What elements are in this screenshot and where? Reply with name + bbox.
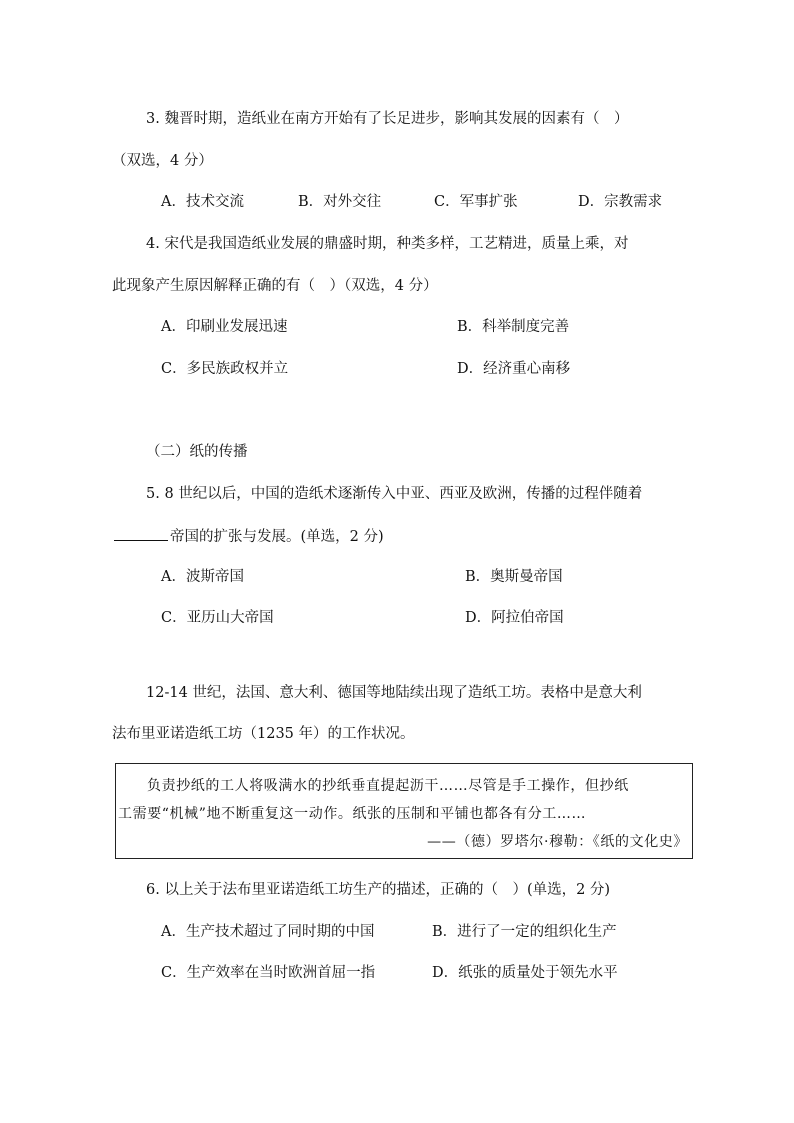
q6-option-c: C．生产效率在当时欧洲首屈一指 (161, 965, 376, 981)
quote-line1: 负责抄纸的工人将吸满水的抄纸垂直提起沥干……尽管是手工操作，但抄纸 (147, 778, 629, 794)
q6-option-a: A．生产技术超过了同时期的中国 (161, 924, 375, 940)
q3-option-d: D．宗教需求 (578, 194, 663, 210)
q3-stem: 3. 魏晋时期，造纸业在南方开始有了长足进步，影响其发展的因素有（ ） (146, 111, 629, 127)
q4-option-a: A．印刷业发展迅速 (161, 319, 288, 335)
q3-option-c: C．军事扩张 (434, 194, 518, 210)
q5-stem-line2-row (114, 526, 384, 547)
q6-stem: 6. 以上关于法布里亚诺造纸工坊生产的描述，正确的（ ）(单选，2 分) (146, 882, 611, 898)
fill-in-blank (114, 526, 168, 541)
q4-stem-line1: 4. 宋代是我国造纸业发展的鼎盛时期，种类多样，工艺精进，质量上乘，对 (146, 236, 629, 252)
quote-box (115, 763, 693, 859)
material-line2: 法布里亚诺造纸工坊（1235 年）的工作状况。 (112, 726, 415, 742)
q5-option-a: A．波斯帝国 (161, 569, 244, 585)
q3-note: （双选，4 分） (112, 153, 213, 169)
q4-option-b: B．科举制度完善 (457, 319, 570, 335)
q5-option-b: B．奥斯曼帝国 (465, 569, 563, 585)
quote-line2: 工需要“机械”地不断重复这一动作。纸张的压制和平铺也都各有分工…… (118, 806, 587, 822)
q5-stem-line2: 帝国的扩张与发展。(单选，2 分) (170, 529, 384, 545)
q5-option-d: D．阿拉伯帝国 (465, 610, 564, 626)
q5-stem-line1: 5. 8 世纪以后，中国的造纸术逐渐传入中亚、西亚及欧洲，传播的过程伴随着 (146, 486, 643, 502)
q5-option-c: C．亚历山大帝国 (161, 610, 274, 626)
material-line1: 12-14 世纪，法国、意大利、德国等地陆续出现了造纸工坊。表格中是意大利 (146, 685, 642, 701)
q6-option-d: D．纸张的质量处于领先水平 (432, 965, 618, 981)
q6-option-b: B．进行了一定的组织化生产 (432, 924, 617, 940)
q3-option-a: A．技术交流 (161, 194, 244, 210)
quote-source: ——（德）罗塔尔·穆勒：《纸的文化史》 (427, 834, 688, 850)
q4-option-d: D．经济重心南移 (457, 361, 571, 377)
q3-option-b: B．对外交往 (298, 194, 382, 210)
q4-stem-line2: 此现象产生原因解释正确的有（ ）（双选，4 分） (112, 278, 438, 294)
q4-option-c: C．多民族政权并立 (161, 361, 289, 377)
section-title: （二）纸的传播 (146, 444, 248, 460)
